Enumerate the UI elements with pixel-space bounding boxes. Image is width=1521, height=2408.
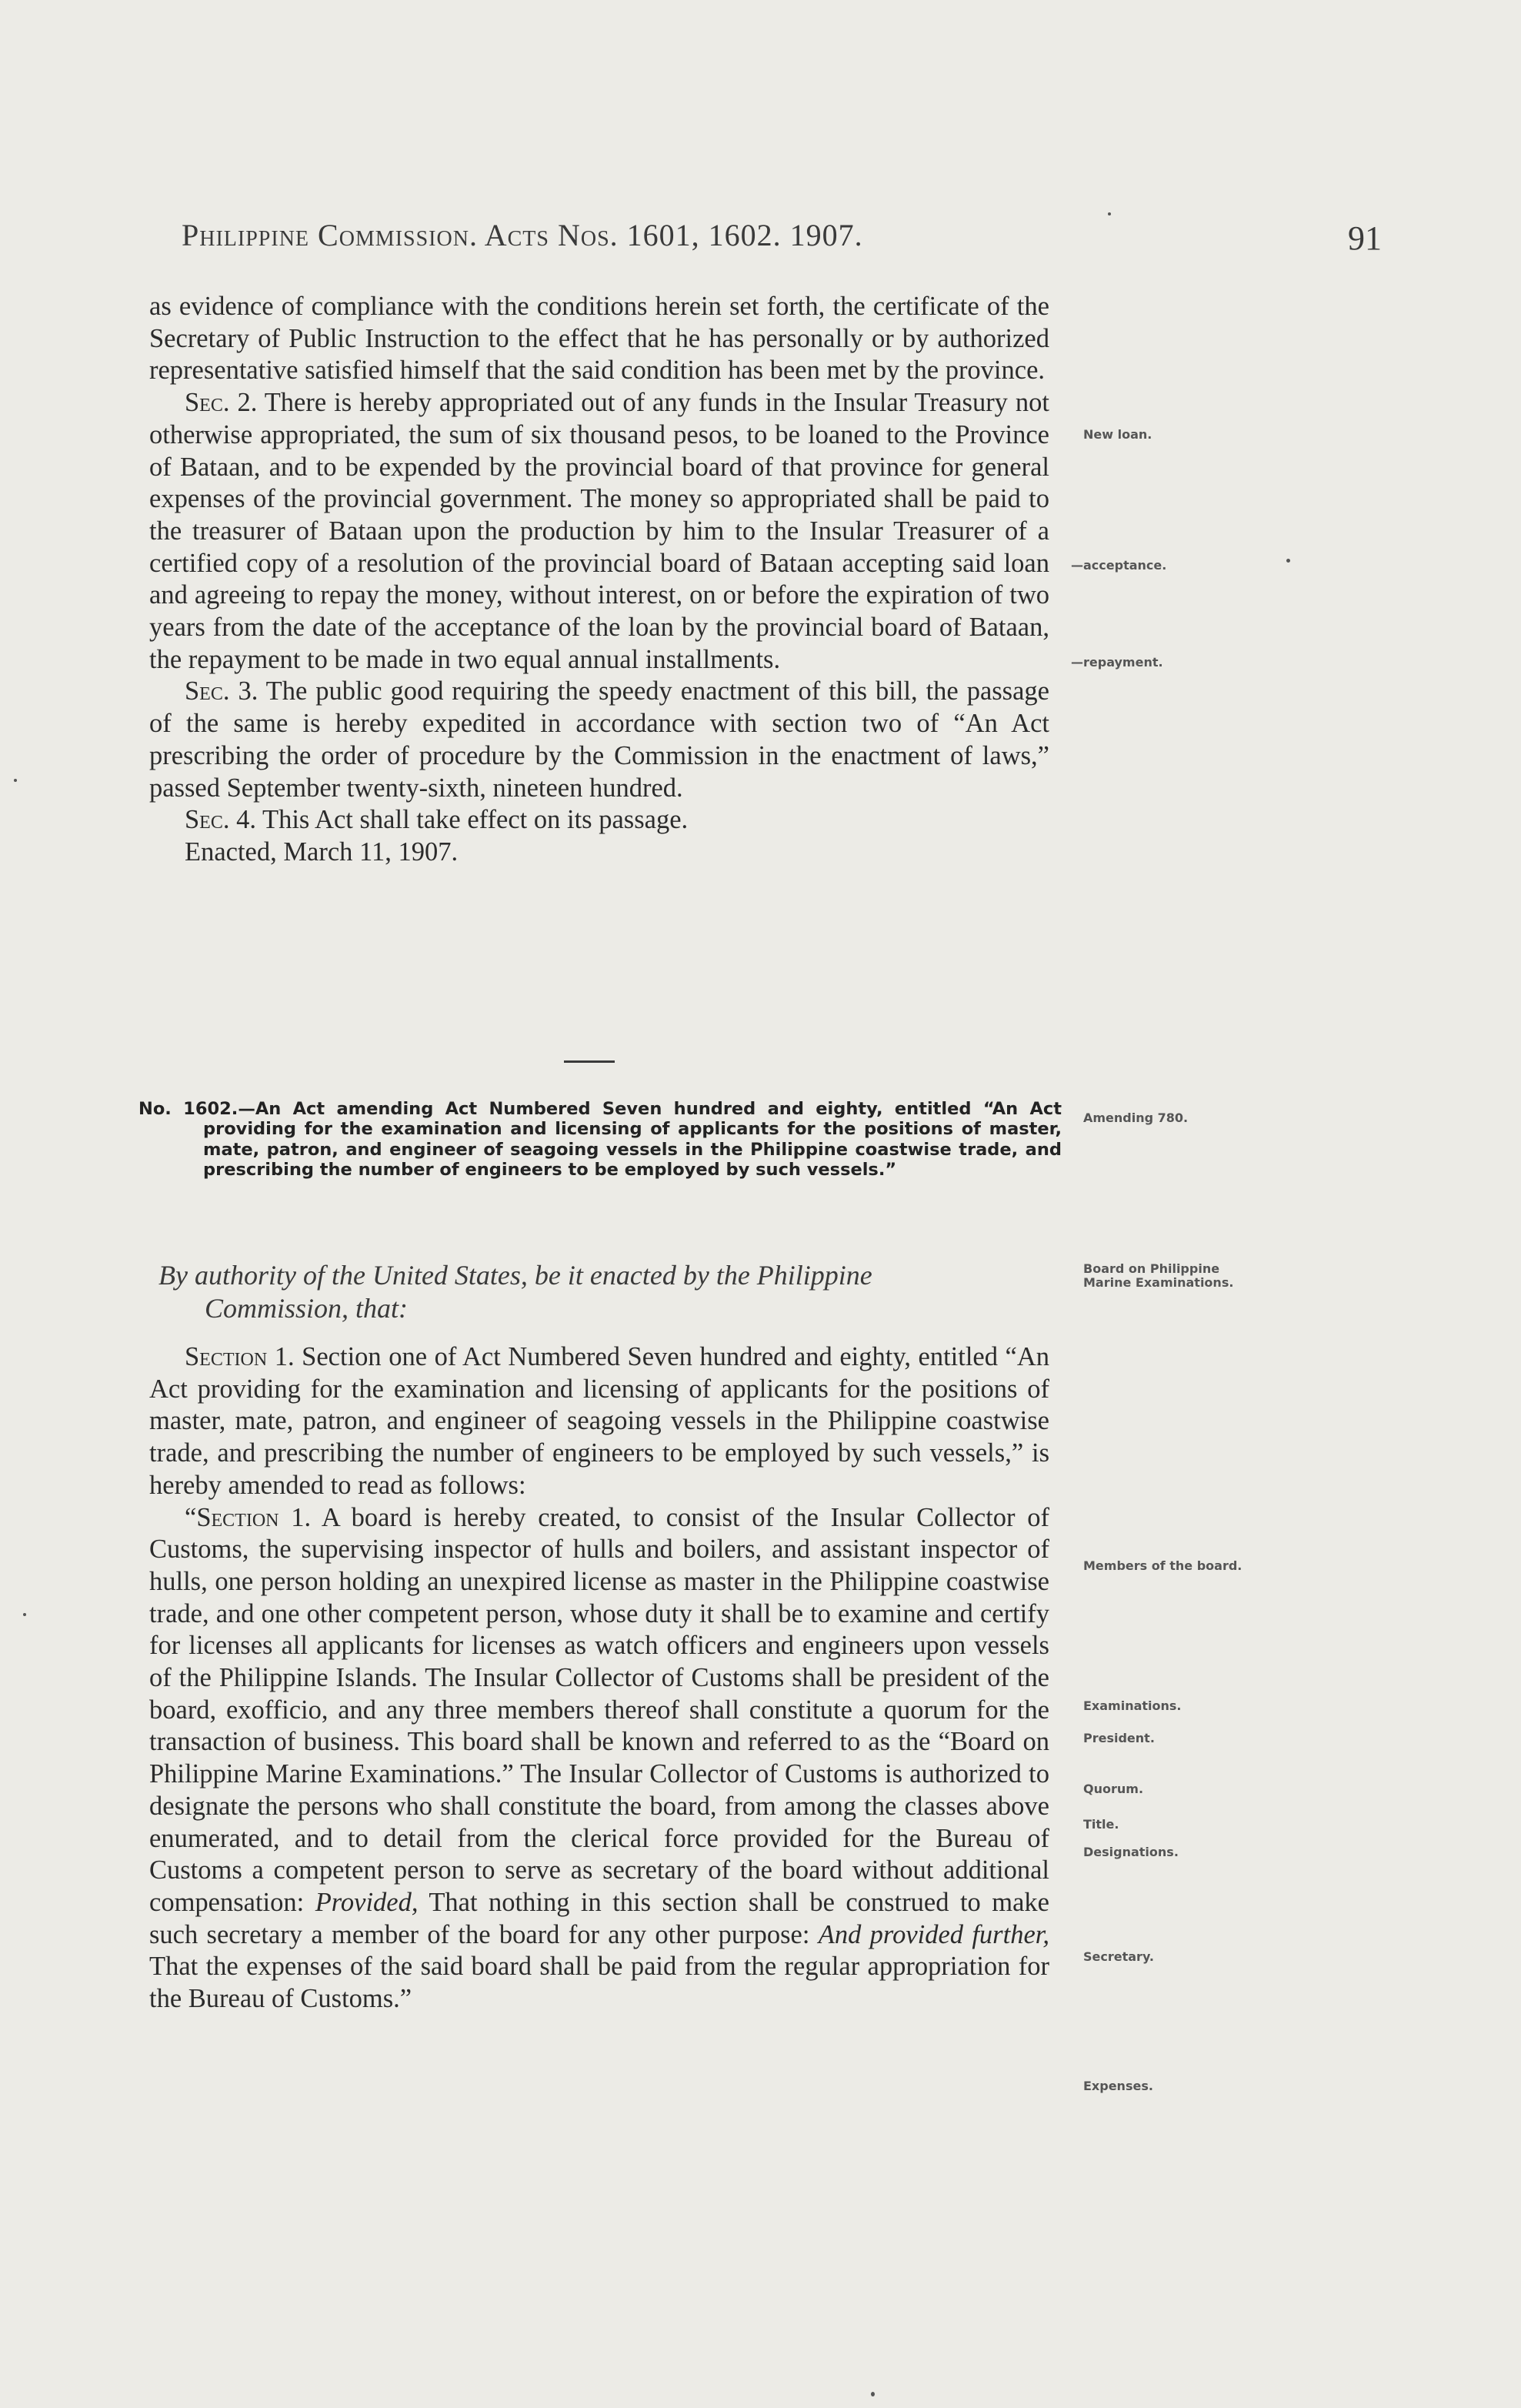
scan-speck: [871, 2392, 875, 2396]
sec4-text: This Act shall take effect on its passage.: [262, 805, 689, 835]
section-divider: [564, 1060, 615, 1063]
quoted-text-b: That nothing in this section shall be construed to make such secretary a member of the board for any other purpose:: [149, 1887, 1049, 1949]
scan-speck: [23, 1613, 26, 1616]
provided-clause: Provided,: [315, 1887, 419, 1917]
section1-text: Section one of Act Numbered Seven hundred and eighty, entitled “An Act providing for the examination and licensing of applicants for the positions of master, mate, patron, and engineer of seagoing vessels in the Philippine coastwise trade, and prescribing the number of engineers to be employed by such vessels,” is hereby amended to read as follows:: [149, 1342, 1050, 1500]
margin-note-new-loan: New loan.: [1083, 427, 1152, 442]
act-1602-body: [149, 1341, 1049, 2016]
act-1602-title-text: No. 1602.—An Act amending Act Numbered Seven hundred and eighty, entitled “An Act providing for the examination and licensing of applicants for the positions of master, mate, patron, and engineer of seagoing vessels in the Philippine coastwise trade, and prescribing the number of engineers to be employed by such vessels.”: [138, 1099, 1062, 1180]
sec2-label: Sec. 2.: [185, 388, 258, 418]
sec3-label: Sec. 3.: [185, 676, 259, 706]
scan-speck: [1108, 212, 1111, 215]
margin-note-secretary: Secretary.: [1083, 1949, 1154, 1964]
enacting-clause: [158, 1259, 1066, 1325]
quoted-section-label: “Section 1.: [185, 1502, 312, 1532]
sec3-paragraph: [149, 676, 1049, 804]
margin-note-expenses: Expenses.: [1083, 2079, 1153, 2093]
running-title: Philippine Commission. Acts Nos. 1601, 1602. 1907.: [182, 218, 863, 252]
continuation-paragraph: as evidence of compliance with the conditions herein set forth, the certificate of the Secretary of Public Instruction to the effect that he has personally or by authorized representative satisfied himself that the said condition has been met by the province.: [149, 292, 1049, 386]
scan-speck: [14, 779, 17, 782]
margin-note-amending: Amending 780.: [1083, 1110, 1189, 1125]
margin-note-members: Members of the board.: [1083, 1558, 1242, 1573]
scan-speck: [1286, 559, 1290, 563]
margin-note-repayment: —repayment.: [1071, 655, 1163, 670]
page-number: 91: [1348, 219, 1382, 257]
margin-note-quorum: Quorum.: [1083, 1782, 1144, 1796]
act-1601-body: [149, 291, 1049, 869]
enacting-line-2: Commission, that:: [205, 1293, 409, 1324]
act-1602-title: [138, 1099, 1062, 1180]
quoted-section-paragraph: [149, 1502, 1049, 2016]
and-provided-further-clause: And provided further,: [818, 1919, 1049, 1949]
margin-note-acceptance: —acceptance.: [1071, 558, 1167, 573]
section1-paragraph: [149, 1341, 1049, 1502]
sec4-paragraph: [149, 804, 1049, 837]
quoted-text-a: A board is hereby created, to consist of the Insular Collector of Customs, the supervising inspector of hulls and boilers, and assistant inspector of hulls, one person holding an unexpired license as master in the Philippine coastwise trade, and one other competent person, whose duty it shall be to examine and certify for licenses all applicants for licenses as watch officers and engineers upon vessels of the Philippine Islands. The Insular Collector of Customs shall be president of the board, exofficio, and any three members thereof shall constitute a quorum for the transaction of business. This board shall be known and referred to as the “Board on Philippine Marine Examinations.” The Insular Collector of Customs is authorized to designate the persons who shall constitute the board, from among the classes above enumerated, and to detail from the clerical force provided for the Bureau of Customs a competent person to serve as secretary of the board without additional compensation:: [149, 1502, 1049, 1917]
margin-note-title: Title.: [1083, 1817, 1119, 1832]
sec4-label: Sec. 4.: [185, 805, 256, 835]
margin-note-designations: Designations.: [1083, 1845, 1179, 1859]
section1-label: Section 1.: [185, 1342, 295, 1371]
margin-note-examinations: Examinations.: [1083, 1698, 1182, 1713]
margin-note-board: Board on Philippine Marine Examinations.: [1083, 1261, 1234, 1290]
enacting-line-1: By authority of the United States, be it enacted by the Philippine: [158, 1260, 872, 1291]
sec2-text: There is hereby appropriated out of any funds in the Insular Treasury not otherwise appropriated, the sum of six thousand pesos, to be loaned to the Province of Bataan, and to be expended by the provincial board of that province for general expenses of the provincial government. The money so appropriated shall be paid to the treasurer of Bataan upon the production by him to the Insular Treasurer of a certified copy of a resolution of the provincial board of Bataan accepting said loan and agreeing to repay the money, without interest, on or before the expiration of two years from the date of the acceptance of the loan by the provincial board of Bataan, the repayment to be made in two equal annual installments.: [149, 388, 1049, 674]
enacted-date: Enacted, March 11, 1907.: [185, 837, 459, 867]
running-head: [182, 217, 1382, 255]
quoted-text-c: That the expenses of the said board shall be paid from the regular appropriation for the Bureau of Customs.”: [149, 1952, 1049, 2014]
margin-note-president: President.: [1083, 1731, 1155, 1745]
sec3-text: The public good requiring the speedy enactment of this bill, the passage of the same is hereby expedited in accordance with section two of “An Act prescribing the order of procedure by the Commission in the enactment of laws,” passed September twenty-sixth, nineteen hundred.: [149, 676, 1049, 803]
sec2-paragraph: [149, 387, 1049, 676]
